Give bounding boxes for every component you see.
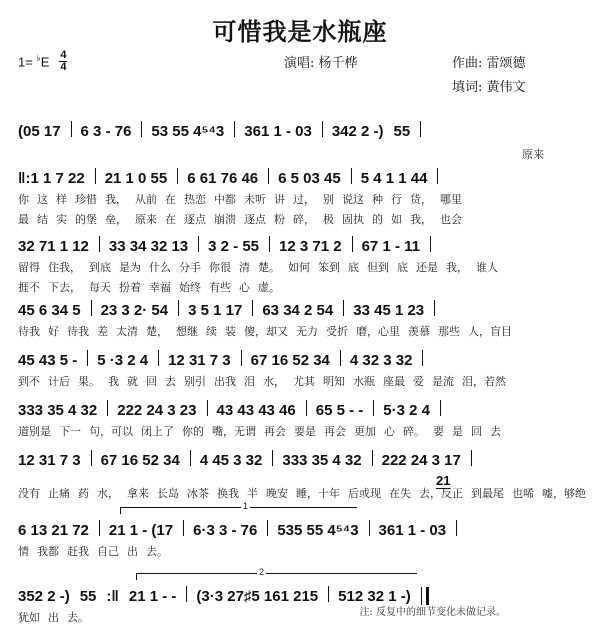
lyric-word: 嘴，无谓 bbox=[212, 425, 256, 438]
lyrics-verse-1 bbox=[18, 543, 588, 559]
lyric-word: 去 bbox=[490, 425, 501, 438]
score-row bbox=[18, 118, 588, 161]
lyric-word: 明知 bbox=[323, 375, 345, 388]
bar-line bbox=[91, 450, 92, 466]
notes-line bbox=[18, 165, 588, 187]
lyric-word: 也会 bbox=[440, 213, 462, 226]
measure-notes: 5·3 2 4 bbox=[383, 402, 430, 419]
singer-credit bbox=[284, 52, 358, 71]
score-row bbox=[18, 447, 588, 501]
score-row bbox=[18, 397, 588, 439]
lyric-word: 什么 bbox=[149, 261, 171, 274]
bar-line bbox=[343, 300, 344, 316]
lyric-word: 水， bbox=[97, 487, 119, 500]
lyric-word: 半 bbox=[247, 487, 258, 500]
page-title: 可惜我是水瓶座 bbox=[212, 17, 388, 46]
singer-name: 杨千桦 bbox=[318, 56, 358, 71]
measure-notes: 4 32 3 32 bbox=[349, 352, 413, 369]
lyric-word: 太清 bbox=[116, 325, 138, 338]
measure-notes: 512 32 1 -) bbox=[338, 588, 411, 605]
lyric-word: 也唏 bbox=[512, 487, 534, 500]
bar-line bbox=[95, 168, 96, 184]
lyric-word: 这 bbox=[37, 193, 48, 206]
bar-line bbox=[71, 121, 72, 137]
measure-notes: 333 35 4 32 bbox=[18, 402, 98, 419]
lyric-word: 水瓶 bbox=[353, 375, 375, 388]
lyric-word: 在 bbox=[165, 193, 176, 206]
time-sig-bottom: 4 bbox=[60, 61, 67, 73]
bar-line bbox=[99, 520, 100, 536]
volta-number: 2 bbox=[259, 567, 265, 577]
notes-line bbox=[18, 347, 588, 369]
lyric-word: 中都 bbox=[214, 193, 236, 206]
lyric-word: 的 bbox=[372, 213, 383, 226]
lyric-word: 最 bbox=[18, 213, 29, 226]
notes-line bbox=[18, 517, 588, 539]
lyric-word: 去 bbox=[165, 375, 176, 388]
lyric-word: 原来 bbox=[522, 148, 544, 161]
measure-notes: 21 1 - (17 bbox=[108, 522, 174, 539]
lyric-word: 水， bbox=[263, 375, 285, 388]
composer-label: 作曲: bbox=[452, 56, 483, 71]
bar-line bbox=[471, 450, 472, 466]
lyric-word: 讲 bbox=[274, 193, 285, 206]
lyric-word: 再会 bbox=[324, 425, 346, 438]
lyric-word: 如何 bbox=[288, 261, 310, 274]
lyric-word: 幸福 bbox=[149, 281, 171, 294]
lyric-word: 楚。 bbox=[258, 261, 280, 274]
bar-line bbox=[456, 520, 457, 536]
lyric-word: 楚， bbox=[146, 325, 168, 338]
composer-credit bbox=[452, 52, 526, 71]
lyric-word: 换我 bbox=[217, 487, 239, 500]
lyric-word: 差 bbox=[97, 325, 108, 338]
notes-line bbox=[18, 583, 588, 605]
bar-line bbox=[198, 236, 199, 252]
lyrics-verse-1 bbox=[18, 373, 588, 389]
lyric-word: 尤其 bbox=[293, 375, 315, 388]
lyric-word: 未听 bbox=[244, 193, 266, 206]
measure-notes: 55 bbox=[79, 588, 97, 605]
lyric-word: 泪 bbox=[244, 375, 255, 388]
bar-line bbox=[369, 520, 370, 536]
lyric-word: 出 bbox=[127, 545, 138, 558]
lyric-word: 在 bbox=[165, 213, 176, 226]
bar-line bbox=[420, 121, 421, 137]
lyric-word: 更加 bbox=[354, 425, 376, 438]
lyric-word: 崩溃 bbox=[214, 213, 236, 226]
key-label bbox=[18, 53, 49, 69]
measure-notes: 53 55 4⁵⁴3 bbox=[151, 123, 225, 140]
lyric-word: 垒， bbox=[105, 213, 127, 226]
bar-line bbox=[91, 300, 92, 316]
lyric-word: 实 bbox=[56, 213, 67, 226]
lyric-word: 冰茶 bbox=[187, 487, 209, 500]
lyric-word: 我， bbox=[105, 193, 127, 206]
lyric-word: 药 bbox=[78, 487, 89, 500]
lyric-word: 粉 bbox=[274, 213, 285, 226]
notes-line bbox=[18, 397, 588, 419]
bar-line bbox=[430, 236, 431, 252]
lyric-word: 别 bbox=[323, 193, 334, 206]
lyric-word: 拿来 bbox=[127, 487, 149, 500]
bar-line bbox=[437, 168, 438, 184]
measure-notes: 33 45 1 23 bbox=[353, 302, 425, 319]
measure-notes: 361 1 - 03 bbox=[378, 522, 447, 539]
bar-line bbox=[252, 300, 253, 316]
lyric-word: 从前 bbox=[135, 193, 157, 206]
measure-notes: 3 5 1 17 bbox=[188, 302, 243, 319]
lyric-word: 待我 bbox=[18, 325, 40, 338]
score-row bbox=[18, 347, 588, 389]
lyric-word: 嘘，够绝 bbox=[542, 487, 586, 500]
lyric-word: 珍惜 bbox=[75, 193, 97, 206]
lyricist-name: 黄伟文 bbox=[486, 80, 526, 95]
notes-line bbox=[18, 297, 588, 319]
bar-line bbox=[272, 450, 273, 466]
notes-line bbox=[18, 233, 588, 255]
lyric-word: 原来 bbox=[135, 213, 157, 226]
bar-line bbox=[190, 450, 191, 466]
score-row bbox=[18, 297, 588, 339]
bar-line bbox=[422, 350, 423, 366]
lyric-word: 底 bbox=[397, 261, 408, 274]
bar-line bbox=[207, 400, 208, 416]
lyric-word: 磨，心里 bbox=[356, 325, 400, 338]
lyric-word: 你很 bbox=[209, 261, 231, 274]
bar-line bbox=[178, 300, 179, 316]
measure-notes: 4 45 3 32 bbox=[199, 452, 263, 469]
lyric-word: 好 bbox=[48, 325, 59, 338]
lyric-word: 始终 bbox=[179, 281, 201, 294]
lyric-word: 想继 bbox=[176, 325, 198, 338]
measure-notes: 12 31 7 3 bbox=[18, 452, 81, 469]
measure-notes: 361 1 - 03 bbox=[244, 123, 312, 140]
lyric-word: 我， bbox=[410, 213, 432, 226]
lyric-word: 睡，十年 bbox=[296, 487, 340, 500]
lyrics-verse-1 bbox=[18, 423, 588, 439]
lyric-word: 碎， bbox=[293, 213, 315, 226]
lyricist-label: 填词: bbox=[452, 80, 483, 95]
measure-notes: (05 17 bbox=[18, 123, 61, 140]
measure-notes: 23 3 2· 54 bbox=[100, 302, 169, 319]
volta-bracket bbox=[136, 567, 417, 580]
measure-notes: 12 31 7 3 bbox=[168, 352, 231, 369]
lyric-word: 有些 bbox=[209, 281, 231, 294]
lyric-word: 分手 bbox=[179, 261, 201, 274]
measure-notes: 32 71 1 12 bbox=[18, 238, 89, 255]
measure-notes: 3 2 - 55 bbox=[208, 238, 260, 255]
lyric-word: 笨到 bbox=[318, 261, 340, 274]
measure-notes: 222 24 3 17 bbox=[381, 452, 461, 469]
bar-line bbox=[352, 236, 353, 252]
lyric-word: 货， bbox=[410, 193, 432, 206]
lyric-word: 装 bbox=[225, 325, 236, 338]
time-sig-top: 4 bbox=[60, 49, 67, 61]
lyric-word: 但到 bbox=[367, 261, 389, 274]
lyrics-verse-2 bbox=[18, 279, 588, 295]
lyric-word: 行 bbox=[391, 193, 402, 206]
lyric-word: 我都 bbox=[37, 545, 59, 558]
measure-notes: 6 61 76 46 bbox=[187, 170, 259, 187]
lyric-word: 过， bbox=[293, 193, 315, 206]
measure-notes: 6 3 - 76 bbox=[80, 123, 132, 140]
measure-notes: 67 16 52 34 bbox=[250, 352, 330, 369]
lyric-word: 爱 bbox=[413, 375, 424, 388]
lyric-word: 人，盲目 bbox=[468, 325, 512, 338]
lyric-word: 碎。 bbox=[403, 425, 425, 438]
lyric-word: 心 bbox=[384, 425, 395, 438]
bar-line bbox=[268, 168, 269, 184]
bar-line bbox=[434, 300, 435, 316]
key-prefix: 1= bbox=[18, 54, 33, 70]
lyric-word: 羡慕 bbox=[408, 325, 430, 338]
key-signature bbox=[18, 50, 67, 73]
score-row bbox=[18, 233, 588, 295]
lyric-word: 捱不 bbox=[18, 281, 40, 294]
lyric-word: 在失 bbox=[389, 487, 411, 500]
lyric-word: 虚。 bbox=[258, 281, 280, 294]
lyric-word: 长岛 bbox=[157, 487, 179, 500]
lyric-word: 去。 bbox=[67, 611, 89, 624]
measure-notes: 67 1 - 11 bbox=[361, 238, 420, 255]
lyric-word: 到底 bbox=[89, 261, 111, 274]
lyric-word: 扮着 bbox=[119, 281, 141, 294]
lyric-word: 出 bbox=[48, 611, 59, 624]
measure-notes: 6 13 21 72 bbox=[18, 522, 89, 539]
bar-line bbox=[328, 586, 329, 602]
lyric-word: 座最 bbox=[383, 375, 405, 388]
lyric-word: 到不 bbox=[18, 375, 40, 388]
lyric-word: 逐点 bbox=[244, 213, 266, 226]
lyric-word: 待我 bbox=[67, 325, 89, 338]
bar-line bbox=[234, 121, 235, 137]
lyric-word: 晚安 bbox=[266, 487, 288, 500]
lyric-word: 没有 bbox=[18, 487, 40, 500]
composer-name: 雷颂德 bbox=[486, 56, 526, 71]
measure-notes: 6·3 3 - 76 bbox=[193, 522, 258, 539]
lyric-word: 谁人 bbox=[476, 261, 498, 274]
lyric-word: 下去， bbox=[48, 281, 81, 294]
lyric-word: 我 bbox=[108, 375, 119, 388]
lyric-word: 道别是 bbox=[18, 425, 51, 438]
lyric-word: 极 bbox=[323, 213, 334, 226]
bar-line bbox=[186, 586, 187, 602]
lyric-word: 心 bbox=[239, 281, 250, 294]
notes-line bbox=[18, 447, 588, 469]
lyric-word: 闭上了 bbox=[141, 425, 174, 438]
lyric-word: 住我， bbox=[48, 261, 81, 274]
measure-notes: 33 34 32 13 bbox=[108, 238, 189, 255]
measure-notes: :‖ bbox=[106, 588, 119, 605]
lyric-word: 每天 bbox=[89, 281, 111, 294]
lyric-word: 情 bbox=[18, 545, 29, 558]
score-row bbox=[18, 165, 588, 227]
lyric-word: 我， bbox=[446, 261, 468, 274]
lyric-word: 逐点 bbox=[184, 213, 206, 226]
lyric-word: 要 bbox=[433, 425, 444, 438]
lyric-word: 去，反正 bbox=[419, 487, 463, 500]
bar-line bbox=[373, 400, 374, 416]
measure-notes: ‖:1 1 7 22 bbox=[18, 170, 85, 187]
lyric-word: 说这 bbox=[342, 193, 364, 206]
lyrics-verse-1 bbox=[522, 146, 552, 162]
bar-line bbox=[440, 400, 441, 416]
measure-notes: 5 ·3 2 4 bbox=[97, 352, 149, 369]
lyric-word: 的堡 bbox=[75, 213, 97, 226]
bar-line bbox=[241, 350, 242, 366]
measure-notes: (3·3 27♯5 161 215 bbox=[196, 588, 319, 605]
lyric-word: 泪，若然 bbox=[462, 375, 506, 388]
volta-bracket bbox=[120, 501, 357, 514]
lyric-word: 你 bbox=[18, 193, 29, 206]
lyric-word: 到最尾 bbox=[471, 487, 504, 500]
lyric-word: 计后 bbox=[48, 375, 70, 388]
lyric-word: 样 bbox=[56, 193, 67, 206]
lyric-word: 句，可以 bbox=[89, 425, 133, 438]
measure-notes: 43 43 43 46 bbox=[216, 402, 296, 419]
lyrics-verse-1 bbox=[18, 485, 588, 501]
bar-line bbox=[269, 236, 270, 252]
bar-line bbox=[340, 350, 341, 366]
measure-notes: 6 5 03 45 bbox=[278, 170, 341, 187]
lyrics-verse-1 bbox=[18, 323, 588, 339]
measure-notes: 5 4 1 1 44 bbox=[360, 170, 428, 187]
lyric-word: 就 bbox=[127, 375, 138, 388]
lyrics-verse-2 bbox=[18, 211, 588, 227]
measure-notes: 65 5 - - bbox=[315, 402, 364, 419]
lyric-word: 傻，却又 bbox=[244, 325, 288, 338]
volta-number: 1 bbox=[243, 501, 249, 511]
bar-line bbox=[158, 350, 159, 366]
bar-line bbox=[99, 236, 100, 252]
time-signature bbox=[59, 50, 67, 73]
lyric-word: 去。 bbox=[146, 545, 168, 558]
measure-notes: 12 3 71 2 bbox=[279, 238, 342, 255]
measure-notes: 55 bbox=[393, 123, 411, 140]
lyric-word: 别引 bbox=[184, 375, 206, 388]
lyric-word: 回 bbox=[471, 425, 482, 438]
lyric-word: 热恋 bbox=[184, 193, 206, 206]
alternate-ending-notes: 21 bbox=[436, 473, 451, 488]
lyric-word: 果。 bbox=[78, 375, 100, 388]
measure-notes: 21 1 - - bbox=[128, 588, 177, 605]
lyrics-verse-1 bbox=[18, 259, 588, 275]
measure-notes: 67 16 52 34 bbox=[100, 452, 180, 469]
lyric-word: 后或现 bbox=[348, 487, 381, 500]
lyric-word: 固执 bbox=[342, 213, 364, 226]
lyrics-verse-1 bbox=[18, 191, 588, 207]
measure-notes: 45 6 34 5 bbox=[18, 302, 81, 319]
lyric-word: 清 bbox=[239, 261, 250, 274]
lyric-word: 无力 bbox=[296, 325, 318, 338]
flat-symbol: ♭ bbox=[36, 53, 41, 64]
key-note: E bbox=[40, 54, 50, 70]
lyric-word: 那些 bbox=[438, 325, 460, 338]
lyric-word: 犹如 bbox=[18, 611, 40, 624]
score-row bbox=[18, 501, 588, 559]
bar-line bbox=[87, 350, 88, 366]
bar-line bbox=[141, 121, 142, 137]
bar-line bbox=[183, 520, 184, 536]
bar-line bbox=[267, 520, 268, 536]
measure-notes: 63 34 2 54 bbox=[262, 302, 334, 319]
singer-label: 演唱: bbox=[284, 56, 315, 71]
lyric-word: 续 bbox=[206, 325, 217, 338]
lyric-word: 自己 bbox=[97, 545, 119, 558]
lyric-word: 你的 bbox=[182, 425, 204, 438]
bar-line bbox=[322, 121, 323, 137]
measure-notes: 333 35 4 32 bbox=[282, 452, 362, 469]
lyricist-credit bbox=[452, 76, 526, 95]
lyric-word: 再会 bbox=[264, 425, 286, 438]
lyric-word: 回 bbox=[146, 375, 157, 388]
footnote: 注: 反复中的细节变化未做记录。 bbox=[359, 607, 506, 618]
lyric-word: 止痛 bbox=[48, 487, 70, 500]
bar-line bbox=[351, 168, 352, 184]
bar-line bbox=[107, 400, 108, 416]
lyric-word: 还是 bbox=[416, 261, 438, 274]
lyric-word: 种 bbox=[372, 193, 383, 206]
lyric-word: 留得 bbox=[18, 261, 40, 274]
bar-line bbox=[306, 400, 307, 416]
lyric-word: 哪里 bbox=[440, 193, 462, 206]
lyric-word: 是为 bbox=[119, 261, 141, 274]
lyric-word: 下一 bbox=[59, 425, 81, 438]
lyric-word: 要是 bbox=[294, 425, 316, 438]
measure-notes: 352 2 -) bbox=[18, 588, 70, 605]
lyric-word: 赶我 bbox=[67, 545, 89, 558]
measure-notes: 222 24 3 23 bbox=[117, 402, 197, 419]
notes-line bbox=[18, 118, 588, 140]
lyric-word: 是 bbox=[452, 425, 463, 438]
lyric-word: 受折 bbox=[326, 325, 348, 338]
measure-notes: 535 55 4⁵⁴3 bbox=[277, 522, 359, 539]
lyric-word: 出我 bbox=[214, 375, 236, 388]
measure-notes: 21 1 0 55 bbox=[104, 170, 168, 187]
lyric-word: 如 bbox=[391, 213, 402, 226]
lyric-word: 是流 bbox=[432, 375, 454, 388]
bar-line bbox=[372, 450, 373, 466]
measure-notes: 342 2 -) bbox=[331, 123, 384, 140]
lyric-word: 结 bbox=[37, 213, 48, 226]
measure-notes: 45 43 5 - bbox=[18, 352, 78, 369]
bar-line bbox=[177, 168, 178, 184]
lyric-word: 底 bbox=[348, 261, 359, 274]
